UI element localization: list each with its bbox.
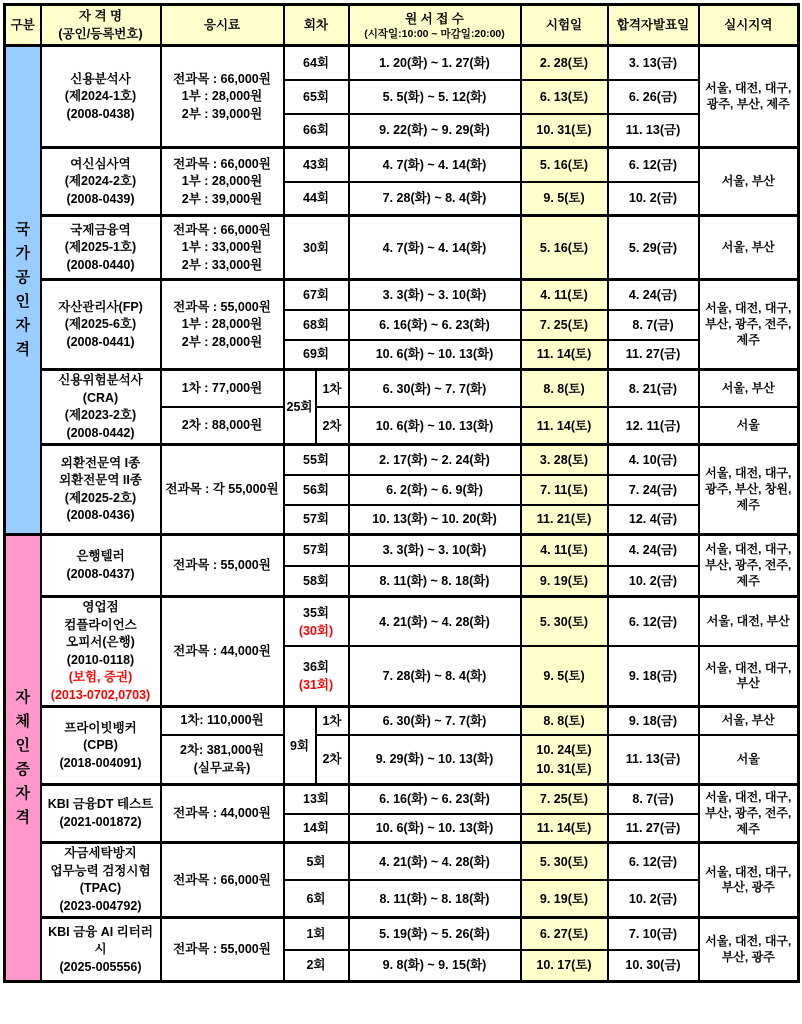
announce-date-cell: 10. 2(금) bbox=[608, 566, 699, 597]
apply-period-cell: 6. 16(화) ~ 6. 23(화) bbox=[349, 785, 521, 814]
exam-date-cell: 2. 28(토) bbox=[521, 46, 608, 80]
table-row bbox=[5, 785, 799, 814]
qualification-name bbox=[41, 785, 161, 843]
fee-line: 2부 : 39,000원 bbox=[181, 191, 263, 206]
col-header-apply-main: 원 서 접 수 bbox=[405, 11, 464, 26]
name-line: (CRA) bbox=[82, 390, 119, 405]
apply-period-cell: 3. 3(화) ~ 3. 10(화) bbox=[349, 280, 521, 310]
section-label-private bbox=[5, 535, 41, 982]
fee-line: 전과목 : 66,000원 bbox=[173, 872, 271, 887]
round-cell: 57회 bbox=[284, 505, 349, 535]
region-cell: 서울 bbox=[699, 735, 799, 785]
table-row bbox=[5, 707, 799, 735]
name-line: (2008-0441) bbox=[66, 334, 135, 349]
fee-cell bbox=[161, 707, 284, 735]
apply-period-cell: 10. 6(화) ~ 10. 13(화) bbox=[349, 814, 521, 843]
exam-date-cell: 11. 14(토) bbox=[521, 407, 608, 445]
round-cell: 43회 bbox=[284, 148, 349, 182]
table-row bbox=[5, 843, 799, 881]
name-line: (TPAC) bbox=[79, 881, 122, 896]
apply-period-cell: 10. 6(화) ~ 10. 13(화) bbox=[349, 340, 521, 370]
announce-date-cell: 4. 10(금) bbox=[608, 445, 699, 475]
region-cell: 서울 bbox=[699, 407, 799, 445]
name-line: 여신심사역 bbox=[70, 156, 131, 171]
apply-period-cell: 6. 16(화) ~ 6. 23(화) bbox=[349, 310, 521, 340]
qualification-name bbox=[41, 216, 161, 280]
fee-line: 1차: 110,000원 bbox=[180, 713, 264, 728]
fee-line: 전과목 : 55,000원 bbox=[173, 299, 271, 314]
region-cell: 서울, 부산 bbox=[699, 707, 799, 735]
apply-period-cell: 7. 28(화) ~ 8. 4(화) bbox=[349, 646, 521, 707]
round-cell: 9회 bbox=[284, 707, 316, 785]
table-row bbox=[5, 216, 799, 280]
name-line: (제2024-1호) bbox=[64, 89, 137, 103]
name-line-alert: (보험, 증권) bbox=[68, 670, 133, 685]
exam-date-cell: 11. 14(토) bbox=[521, 340, 608, 370]
fee-line: 전과목 : 66,000원 bbox=[173, 71, 271, 86]
announce-date-cell: 11. 13(금) bbox=[608, 735, 699, 785]
qualification-name bbox=[41, 843, 161, 918]
round-cell: 58회 bbox=[284, 566, 349, 597]
name-line: (2008-0438) bbox=[66, 106, 135, 121]
name-line: 외환전문역 II종 bbox=[59, 473, 142, 488]
announce-date-cell: 11. 13(금) bbox=[608, 114, 699, 148]
exam-date-cell: 4. 11(토) bbox=[521, 280, 608, 310]
apply-period-cell: 9. 29(화) ~ 10. 13(화) bbox=[349, 735, 521, 785]
apply-period-cell: 9. 8(화) ~ 9. 15(화) bbox=[349, 950, 521, 982]
name-line: (CPB) bbox=[83, 738, 118, 752]
round-stage-cell: 1차 bbox=[316, 370, 349, 408]
announce-date-cell: 3. 13(금) bbox=[608, 46, 699, 80]
round-cell: 65회 bbox=[284, 80, 349, 114]
fee-line: 2부 : 33,000원 bbox=[181, 257, 263, 272]
round-cell: 1회 bbox=[284, 918, 349, 950]
fee-line: 전과목 : 66,000원 bbox=[173, 222, 271, 237]
apply-period-cell: 9. 22(화) ~ 9. 29(화) bbox=[349, 114, 521, 148]
qualification-name bbox=[41, 46, 161, 148]
qualification-name bbox=[41, 535, 161, 597]
exam-date-cell: 11. 14(토) bbox=[521, 814, 608, 843]
apply-period-cell: 6. 30(화) ~ 7. 7(화) bbox=[349, 707, 521, 735]
apply-period-cell: 10. 13(화) ~ 10. 20(화) bbox=[349, 505, 521, 535]
name-line: (2023-004792) bbox=[59, 898, 142, 913]
section-label-text: 자체인증자격 bbox=[15, 689, 30, 827]
qualification-name bbox=[41, 280, 161, 370]
announce-date-cell: 8. 21(금) bbox=[608, 370, 699, 408]
name-line: (2008-0436) bbox=[66, 508, 135, 523]
name-line: (2010-0118) bbox=[66, 652, 135, 667]
table-row bbox=[5, 46, 799, 80]
announce-date-cell: 9. 18(금) bbox=[608, 707, 699, 735]
round-cell: 44회 bbox=[284, 182, 349, 216]
region-cell: 서울, 대전, 대구, 부산, 광주 bbox=[699, 843, 799, 918]
announce-date-cell: 6. 26(금) bbox=[608, 80, 699, 114]
fee-line: 1부 : 28,000원 bbox=[181, 174, 263, 188]
fee-cell bbox=[161, 843, 284, 918]
region-cell: 서울, 대전, 대구, 광주, 부산, 창원, 제주 bbox=[699, 445, 799, 535]
name-line: KBI 금융 AI 리터러시 bbox=[48, 924, 153, 956]
round-cell: 14회 bbox=[284, 814, 349, 843]
name-line: 외환전문역 I종 bbox=[60, 455, 141, 470]
name-line: 국제금융역 bbox=[70, 222, 131, 237]
announce-date-cell: 7. 10(금) bbox=[608, 918, 699, 950]
announce-date-cell: 4. 24(금) bbox=[608, 535, 699, 566]
round-cell bbox=[284, 597, 349, 646]
round-cell: 69회 bbox=[284, 340, 349, 370]
round-cell: 67회 bbox=[284, 280, 349, 310]
exam-date-cell: 5. 16(토) bbox=[521, 216, 608, 280]
apply-period-cell: 8. 11(화) ~ 8. 18(화) bbox=[349, 566, 521, 597]
region-cell: 서울, 대전, 대구, 부산, 광주, 전주, 제주 bbox=[699, 535, 799, 597]
fee-line: 전과목 : 55,000원 bbox=[173, 558, 271, 572]
exam-date-cell: 10. 17(토) bbox=[521, 950, 608, 982]
col-header-round: 회차 bbox=[284, 5, 349, 46]
table-row bbox=[5, 280, 799, 310]
col-header-announce-date: 합격자발표일 bbox=[608, 5, 699, 46]
exam-date-cell: 7. 11(토) bbox=[521, 475, 608, 505]
fee-line: 2차: 381,000원 bbox=[180, 743, 264, 757]
apply-period-cell: 4. 7(화) ~ 4. 14(화) bbox=[349, 148, 521, 182]
table-row bbox=[5, 370, 799, 408]
fee-line: 1부 : 28,000원 bbox=[181, 89, 263, 103]
table-row bbox=[5, 535, 799, 566]
apply-period-cell: 2. 17(화) ~ 2. 24(화) bbox=[349, 445, 521, 475]
exam-date-cell: 5. 16(토) bbox=[521, 148, 608, 182]
exam-date-cell: 9. 19(토) bbox=[521, 566, 608, 597]
apply-period-cell: 4. 21(화) ~ 4. 28(화) bbox=[349, 843, 521, 881]
fee-cell bbox=[161, 280, 284, 370]
name-line: (2021-001872) bbox=[59, 814, 142, 829]
round-cell: 57회 bbox=[284, 535, 349, 566]
fee-cell bbox=[161, 735, 284, 785]
name-line: (2018-004091) bbox=[59, 755, 142, 770]
exam-date-cell bbox=[521, 707, 608, 735]
apply-period-cell: 8. 11(화) ~ 8. 18(화) bbox=[349, 880, 521, 918]
exam-schedule-table bbox=[3, 3, 800, 983]
exam-date-cell: 8. 8(토) bbox=[521, 370, 608, 408]
name-line: 오피서(은행) bbox=[66, 635, 135, 650]
fee-line: 1부 : 28,000원 bbox=[181, 317, 263, 331]
fee-cell bbox=[161, 785, 284, 843]
exam-date-cell: 11. 21(토) bbox=[521, 505, 608, 535]
table-row bbox=[5, 918, 799, 950]
apply-period-cell: 6. 30(화) ~ 7. 7(화) bbox=[349, 370, 521, 408]
name-line: (제2025-1호) bbox=[64, 240, 137, 254]
region-cell: 서울, 대전, 대구, 부산, 광주 bbox=[699, 918, 799, 982]
apply-period-cell: 4. 7(화) ~ 4. 14(화) bbox=[349, 216, 521, 280]
name-line: (제2024-2호) bbox=[64, 174, 137, 188]
exam-date-line: 10. 31(토) bbox=[536, 761, 592, 776]
fee-line: 전과목 : 44,000원 bbox=[173, 806, 271, 820]
table-row bbox=[5, 445, 799, 475]
round-number: 36회 bbox=[303, 660, 329, 675]
col-header-name bbox=[41, 5, 161, 46]
round-stage-cell: 2차 bbox=[316, 407, 349, 445]
name-line: 업무능력 검정시험 bbox=[50, 863, 151, 878]
exam-date-cell: 3. 28(토) bbox=[521, 445, 608, 475]
exam-date-cell bbox=[521, 735, 608, 785]
round-stage-cell: 1차 bbox=[316, 707, 349, 735]
announce-date-cell: 8. 7(금) bbox=[608, 310, 699, 340]
col-header-region: 실시지역 bbox=[699, 5, 799, 46]
announce-date-cell: 12. 11(금) bbox=[608, 407, 699, 445]
announce-date-cell: 11. 27(금) bbox=[608, 814, 699, 843]
name-line: (2008-0437) bbox=[66, 566, 135, 581]
region-cell: 서울, 부산 bbox=[699, 216, 799, 280]
round-cell: 55회 bbox=[284, 445, 349, 475]
exam-date-cell: 9. 5(토) bbox=[521, 182, 608, 216]
name-line: 신용분석사 bbox=[70, 71, 131, 86]
header-row bbox=[5, 5, 799, 46]
fee-cell: 1차 : 77,000원 bbox=[161, 370, 284, 408]
name-line: (2008-0442) bbox=[66, 425, 135, 440]
name-line: 은행텔러 bbox=[76, 549, 125, 564]
fee-line: 1부 : 33,000원 bbox=[181, 240, 263, 254]
fee-line: 2부 : 28,000원 bbox=[181, 334, 263, 349]
name-line: 자산관리사(FP) bbox=[58, 299, 143, 314]
announce-date-cell: 12. 4(금) bbox=[608, 505, 699, 535]
round-cell bbox=[284, 646, 349, 707]
fee-line: 전과목 : 각 55,000원 bbox=[165, 482, 279, 496]
announce-date-cell: 6. 12(금) bbox=[608, 148, 699, 182]
name-line: (제2025-6호) bbox=[64, 317, 137, 331]
name-line: 신용위험분석사 bbox=[58, 373, 143, 388]
round-cell: 30회 bbox=[284, 216, 349, 280]
fee-cell bbox=[161, 535, 284, 597]
announce-date-cell: 11. 27(금) bbox=[608, 340, 699, 370]
fee-cell bbox=[161, 597, 284, 707]
exam-date-line: 8. 8(토) bbox=[543, 713, 585, 728]
exam-date-cell: 4. 11(토) bbox=[521, 535, 608, 566]
apply-period-cell: 6. 2(화) ~ 6. 9(화) bbox=[349, 475, 521, 505]
round-number-alt: (31회) bbox=[298, 678, 334, 693]
qualification-name bbox=[41, 597, 161, 707]
fee-cell bbox=[161, 918, 284, 982]
apply-period-cell: 3. 3(화) ~ 3. 10(화) bbox=[349, 535, 521, 566]
name-line-alert: (2013-0702,0703) bbox=[50, 687, 151, 702]
name-line: 컴플라이언스 bbox=[64, 617, 137, 632]
region-cell: 서울, 대전, 부산 bbox=[699, 597, 799, 646]
table-row bbox=[5, 597, 799, 646]
announce-date-cell: 10. 2(금) bbox=[608, 182, 699, 216]
region-cell: 서울, 대전, 대구, 부산 bbox=[699, 646, 799, 707]
fee-cell bbox=[161, 148, 284, 216]
name-line: (2008-0440) bbox=[66, 257, 135, 272]
announce-date-cell: 8. 7(금) bbox=[608, 785, 699, 814]
name-line: 프라이빗뱅커 bbox=[64, 720, 137, 735]
name-line: 자금세탁방지 bbox=[64, 846, 137, 861]
exam-date-cell: 10. 31(토) bbox=[521, 114, 608, 148]
qualification-name bbox=[41, 148, 161, 216]
fee-cell: 2차 : 88,000원 bbox=[161, 407, 284, 445]
fee-line: 2부 : 39,000원 bbox=[181, 106, 263, 121]
round-cell: 64회 bbox=[284, 46, 349, 80]
round-cell: 25회 bbox=[284, 370, 316, 445]
col-header-name-main: 자 격 명 bbox=[78, 9, 123, 23]
qualification-name bbox=[41, 370, 161, 445]
qualification-name bbox=[41, 707, 161, 785]
announce-date-cell: 5. 29(금) bbox=[608, 216, 699, 280]
fee-cell bbox=[161, 445, 284, 535]
announce-date-cell: 6. 12(금) bbox=[608, 843, 699, 881]
apply-period-cell: 5. 19(화) ~ 5. 26(화) bbox=[349, 918, 521, 950]
round-cell: 56회 bbox=[284, 475, 349, 505]
table-row bbox=[5, 148, 799, 182]
apply-period-cell: 10. 6(화) ~ 10. 13(화) bbox=[349, 407, 521, 445]
col-header-category: 구분 bbox=[5, 5, 41, 46]
round-cell: 5회 bbox=[284, 843, 349, 881]
apply-period-cell: 1. 20(화) ~ 1. 27(화) bbox=[349, 46, 521, 80]
col-header-exam-date: 시험일 bbox=[521, 5, 608, 46]
round-cell: 6회 bbox=[284, 880, 349, 918]
name-line: (2025-005556) bbox=[59, 959, 142, 974]
announce-date-cell: 6. 12(금) bbox=[608, 597, 699, 646]
name-line: 영업점 bbox=[82, 600, 119, 615]
announce-date-cell: 9. 18(금) bbox=[608, 646, 699, 707]
col-header-name-sub: (공인/등록번호) bbox=[58, 27, 143, 42]
exam-date-line: 10. 24(토) bbox=[536, 743, 592, 758]
announce-date-cell: 7. 24(금) bbox=[608, 475, 699, 505]
fee-cell bbox=[161, 216, 284, 280]
announce-date-cell: 10. 2(금) bbox=[608, 880, 699, 918]
name-line: KBI 금융DT 테스트 bbox=[47, 797, 154, 812]
section-label-text: 국가공인자격 bbox=[15, 221, 30, 359]
round-cell: 66회 bbox=[284, 114, 349, 148]
apply-period-cell: 5. 5(화) ~ 5. 12(화) bbox=[349, 80, 521, 114]
region-cell: 서울, 대전, 대구, 부산, 광주, 전주, 제주 bbox=[699, 280, 799, 370]
exam-date-cell: 7. 25(토) bbox=[521, 310, 608, 340]
round-cell: 2회 bbox=[284, 950, 349, 982]
exam-date-cell: 7. 25(토) bbox=[521, 785, 608, 814]
fee-line: (실무교육) bbox=[193, 760, 251, 775]
round-number-alt: (30회) bbox=[298, 623, 334, 638]
round-cell: 68회 bbox=[284, 310, 349, 340]
name-line: (2008-0439) bbox=[66, 191, 135, 206]
exam-date-cell: 5. 30(토) bbox=[521, 843, 608, 881]
col-header-apply bbox=[349, 5, 521, 46]
fee-line: 전과목 : 55,000원 bbox=[173, 942, 271, 956]
exam-date-cell: 9. 19(토) bbox=[521, 880, 608, 918]
apply-period-cell: 7. 28(화) ~ 8. 4(화) bbox=[349, 182, 521, 216]
fee-line: 전과목 : 66,000원 bbox=[173, 156, 271, 171]
region-cell: 서울, 부산 bbox=[699, 370, 799, 408]
name-line: (제2023-2호) bbox=[64, 408, 137, 423]
region-cell: 서울, 대전, 대구, 광주, 부산, 제주 bbox=[699, 46, 799, 148]
qualification-name bbox=[41, 445, 161, 535]
announce-date-cell: 4. 24(금) bbox=[608, 280, 699, 310]
col-header-apply-sub: (시작일:10:00 ~ 마감일:20:00) bbox=[364, 27, 505, 40]
exam-date-cell: 6. 13(토) bbox=[521, 80, 608, 114]
announce-date-cell: 10. 30(금) bbox=[608, 950, 699, 982]
exam-date-cell: 9. 5(토) bbox=[521, 646, 608, 707]
apply-period-cell: 4. 21(화) ~ 4. 28(화) bbox=[349, 597, 521, 646]
fee-line: 전과목 : 44,000원 bbox=[173, 644, 271, 658]
qualification-name bbox=[41, 918, 161, 982]
round-number: 35회 bbox=[303, 605, 329, 620]
round-stage-cell: 2차 bbox=[316, 735, 349, 785]
section-label-national bbox=[5, 46, 41, 535]
region-cell: 서울, 대전, 대구, 부산, 광주, 전주, 제주 bbox=[699, 785, 799, 843]
name-line: (제2025-2호) bbox=[64, 490, 137, 505]
col-header-fee: 응시료 bbox=[161, 5, 284, 46]
exam-date-cell: 6. 27(토) bbox=[521, 918, 608, 950]
region-cell: 서울, 부산 bbox=[699, 148, 799, 216]
fee-cell bbox=[161, 46, 284, 148]
round-cell: 13회 bbox=[284, 785, 349, 814]
exam-date-cell: 5. 30(토) bbox=[521, 597, 608, 646]
